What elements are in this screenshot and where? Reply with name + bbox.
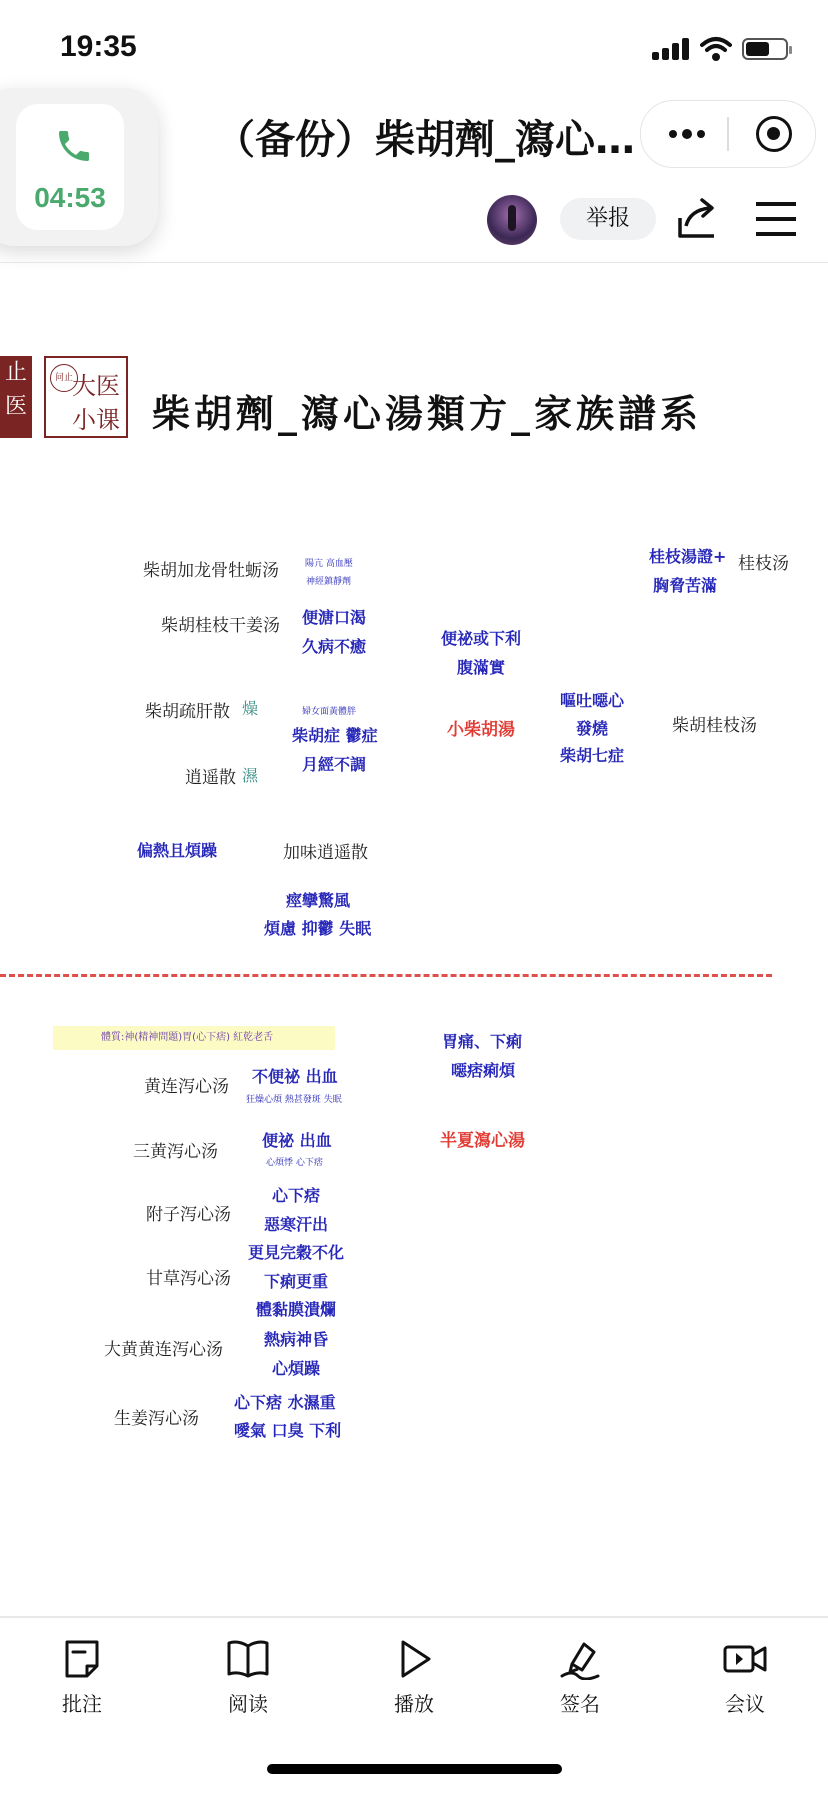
- more-icon[interactable]: [665, 123, 709, 145]
- symptom-note: 煩慮 抑鬱 失眠: [264, 919, 372, 938]
- formula-label: 柴胡桂枝干姜汤: [161, 616, 280, 636]
- diagram-heading: 柴胡劑_瀉心湯類方_家族譜系: [152, 391, 703, 436]
- battery-icon: [742, 38, 788, 60]
- formula-label: 逍遥散: [185, 768, 236, 788]
- brand-logo-partial: 止 医: [0, 356, 32, 438]
- mini-program-capsule: [640, 100, 816, 168]
- symptom-note: 柴胡症 鬱症: [292, 726, 378, 745]
- report-button[interactable]: 举报: [560, 198, 656, 240]
- capsule-divider: [727, 117, 729, 151]
- symptom-note: 陽亢 高血壓: [305, 559, 353, 569]
- symptom-note: 柴胡七症: [560, 746, 625, 765]
- toolbar-label: 签名: [560, 1692, 600, 1716]
- symptom-note: 惡寒汗出: [264, 1215, 329, 1234]
- phone-icon: [54, 126, 94, 166]
- symptom-note: 便祕或下利: [441, 629, 522, 648]
- symptom-note: 熱病神昏: [264, 1330, 329, 1349]
- toolbar-label: 阅读: [228, 1692, 268, 1716]
- formula-label: 柴胡桂枝汤: [672, 716, 757, 736]
- formula-label: 甘草泻心汤: [146, 1269, 231, 1289]
- call-floating-window[interactable]: [0, 88, 158, 246]
- toolbar-play[interactable]: [354, 1638, 474, 1717]
- formula-label: 黄连泻心汤: [144, 1077, 229, 1097]
- symptom-note: 久病不癒: [302, 637, 367, 656]
- symptom-note: 心下痞: [272, 1186, 321, 1205]
- symptom-note: 神經鎮靜劑: [306, 577, 352, 587]
- symptom-note: 便溏口渴: [302, 608, 367, 627]
- play-icon: [393, 1638, 435, 1680]
- marker-dry: 燥: [242, 699, 259, 718]
- section-divider: [0, 974, 772, 977]
- symptom-note: 痙攣驚風: [286, 891, 351, 910]
- symptom-note: 心煩躁: [272, 1359, 321, 1378]
- symptom-note: 下痢更重: [264, 1272, 329, 1291]
- brand-logo: [44, 356, 128, 438]
- formula-label: 附子泻心汤: [146, 1205, 231, 1225]
- symptom-note: 桂枝湯證+: [649, 547, 727, 566]
- formula-label: 桂枝汤: [738, 554, 789, 574]
- logo-seal: 问止: [50, 364, 78, 392]
- symptom-note: 狂燥心煩 熱甚發斑 失眠: [246, 1095, 342, 1105]
- symptom-note: 更見完穀不化: [248, 1243, 345, 1262]
- page-title: （备份）柴胡劑_瀉心…: [215, 117, 635, 163]
- menu-icon[interactable]: [756, 200, 796, 238]
- toolbar-sign[interactable]: [520, 1638, 640, 1717]
- formula-label: 三黄泻心汤: [133, 1142, 218, 1162]
- home-indicator[interactable]: [267, 1764, 562, 1774]
- central-formula: 半夏瀉心湯: [440, 1131, 525, 1151]
- symptom-note: 發燒: [576, 719, 609, 738]
- close-target-icon[interactable]: [756, 116, 792, 152]
- symptom-note: 便祕 出血: [262, 1131, 332, 1150]
- logo-text-line1: 大医: [72, 372, 120, 400]
- central-formula: 小柴胡湯: [447, 720, 515, 740]
- header-divider: [0, 262, 828, 263]
- formula-label: 柴胡加龙骨牡蛎汤: [143, 561, 279, 581]
- symptom-note: 嘔吐噁心: [560, 691, 625, 710]
- toolbar-annotate[interactable]: [22, 1638, 142, 1717]
- logo-text-line2: 小课: [72, 406, 120, 434]
- symptom-note: 體黏膜潰爛: [256, 1300, 337, 1319]
- avatar[interactable]: [487, 195, 537, 245]
- symptom-note: 心煩悸 心下痞: [266, 1158, 323, 1168]
- share-icon[interactable]: [676, 196, 720, 240]
- symptom-note: 心下痞 水濕重: [234, 1393, 336, 1412]
- constitution-note: 體質:神(精神問題)胃(心下痞) 紅乾老舌: [53, 1026, 335, 1050]
- wifi-icon: [700, 36, 732, 62]
- formula-label: 大黄黄连泻心汤: [104, 1340, 223, 1360]
- call-duration: 04:53: [34, 182, 106, 213]
- symptom-note: 噯氣 口臭 下利: [234, 1421, 342, 1440]
- toolbar-read[interactable]: [188, 1638, 308, 1717]
- marker-damp: 濕: [242, 766, 259, 785]
- symptom-note: 胃痛、下痢: [442, 1032, 523, 1051]
- signature-pen-icon: [558, 1638, 602, 1680]
- book-icon: [226, 1638, 270, 1680]
- symptom-note: 月經不調: [302, 755, 367, 774]
- formula-label: 生姜泻心汤: [114, 1409, 199, 1429]
- toolbar-meeting[interactable]: [685, 1638, 805, 1717]
- symptom-note: 偏熱且煩躁: [137, 841, 218, 860]
- toolbar-label: 播放: [394, 1692, 434, 1716]
- formula-label: 加味逍遥散: [283, 843, 368, 863]
- cellular-signal-icon: [652, 38, 692, 60]
- formula-label: 柴胡疏肝散: [145, 702, 230, 722]
- symptom-note: 婦女面黃體胖: [302, 707, 357, 717]
- toolbar-label: 批注: [62, 1692, 102, 1716]
- symptom-note: 腹滿實: [457, 658, 506, 677]
- annotate-icon: [61, 1638, 103, 1680]
- video-meeting-icon: [722, 1638, 768, 1680]
- toolbar-label: 会议: [725, 1692, 765, 1716]
- symptom-note: 胸脅苦滿: [653, 576, 718, 595]
- symptom-note: 噁痞痢煩: [451, 1061, 516, 1080]
- symptom-note: 不便祕 出血: [252, 1067, 338, 1086]
- status-time: 19:35: [60, 30, 137, 63]
